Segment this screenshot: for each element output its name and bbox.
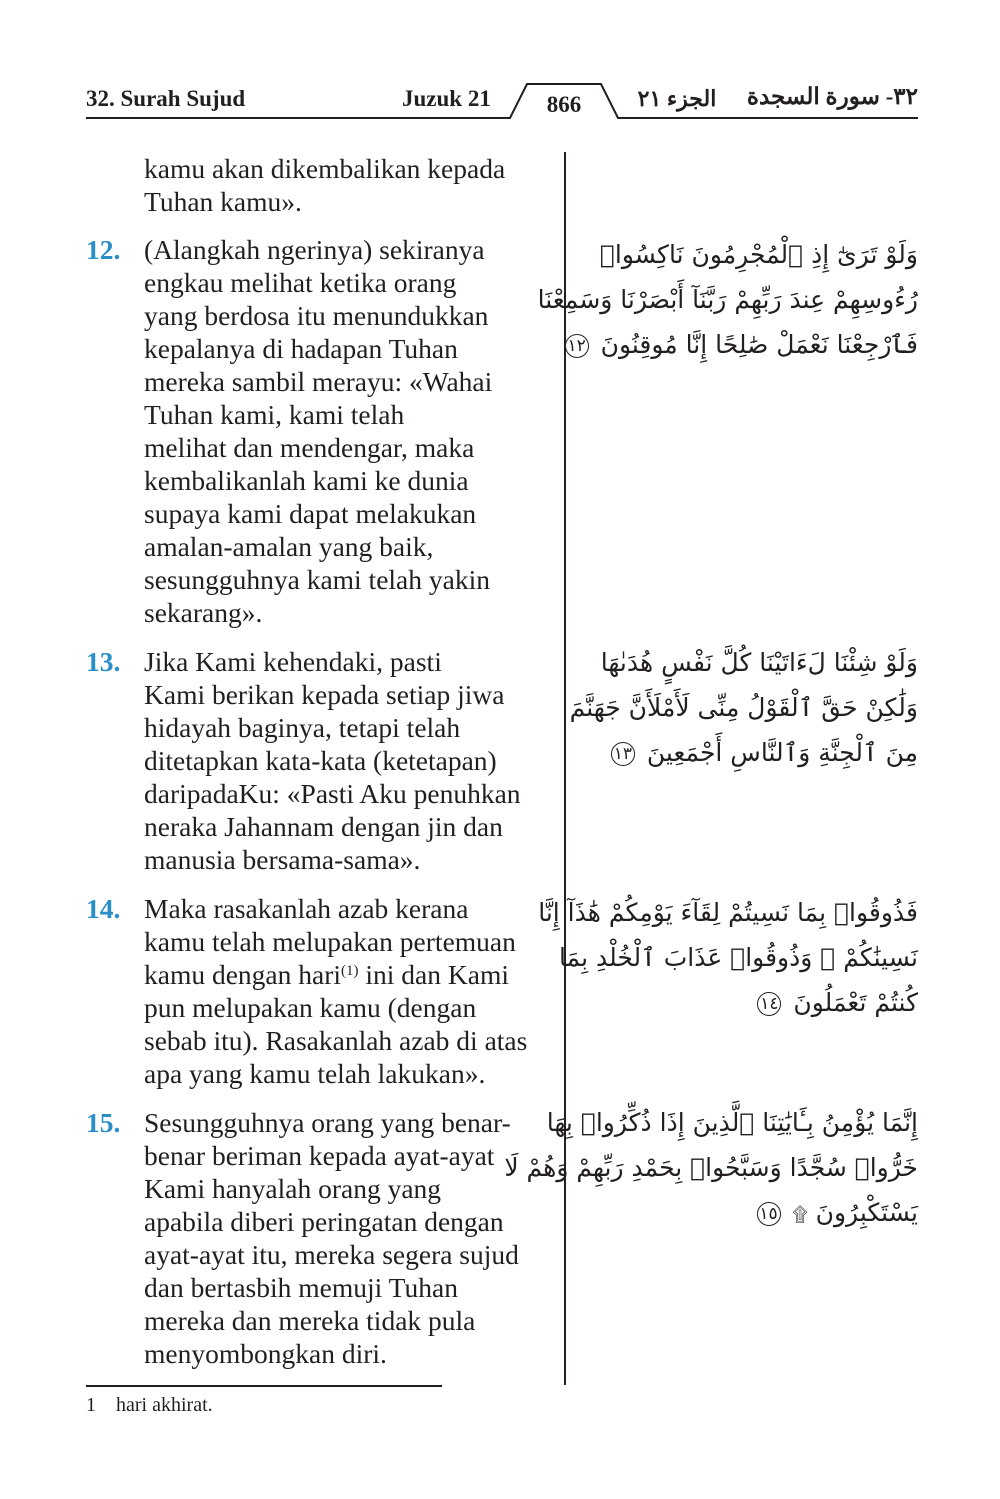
ayah-end-marker: ١٢ — [565, 334, 589, 358]
arabic-line-text: يَسْتَكْبِرُونَ — [815, 1198, 918, 1227]
footnote — [86, 1394, 213, 1417]
header-rule — [0, 0, 1000, 140]
page-number: 866 — [546, 92, 582, 117]
arabic-line — [592, 730, 918, 775]
arabic-line — [567, 322, 918, 367]
juz-label-arabic: الجزء ٢١ — [637, 86, 717, 111]
footnote-text: hari akhirat. — [116, 1394, 213, 1416]
arabic-line: رُءُوسِهِمْ عِندَ رَبِّهِمْ رَبَّنَآ أَبْصَرْنَا وَسَمِعْنَا — [537, 285, 918, 314]
verse-translation-part: Maka rasakanlah azab kerana kamu telah melupakan pertemuan kamu dengan hari — [144, 893, 516, 990]
arabic-line-text: فَٱرْجِعْنَا نَعْمَلْ صَٰلِحًا إِنَّا مُوقِنُونَ — [600, 330, 918, 359]
sajdah-marker-icon: ۩ — [792, 1201, 808, 1226]
verse-translation: Jika Kami kehendaki, pasti Kami berikan kepada setiap jiwa hidayah baginya, tetapi telah ditetapkan kata-kata (ketetapan) daripadaKu: «Pasti Aku penuhkan neraka Jahannam dengan jin dan manusia bersama-sama». — [144, 646, 521, 875]
arabic-line: خَرُّوا۟ سُجَّدًا وَسَبَّحُوا۟ بِحَمْدِ رَبِّهِمْ وَهُمْ لَا — [504, 1153, 918, 1182]
arabic-line-text: كُنتُمْ تَعْمَلُونَ — [793, 988, 918, 1017]
verse-number: 12. — [86, 234, 121, 265]
verse-14-translation-block — [86, 892, 556, 1090]
verse-12-arabic-block — [537, 232, 918, 367]
verse-number: 15. — [86, 1107, 121, 1138]
page-header — [0, 0, 1000, 140]
verse-translation: (Alangkah ngerinya) sekiranya engkau melihat ketika orang yang berdosa itu menundukkan kepalanya di hadapan Tuhan mereka sambil merayu: «Wahai Tuhan kami, kami telah melihat dan mendengar, maka kembalikanlah kami ke dunia supaya kami dapat melakukan amalan-amalan yang baik, sesungguhnya kami telah yakin sekarang». — [144, 234, 493, 628]
verse-14-arabic-block — [538, 890, 918, 1025]
arabic-line: إِنَّمَا يُؤْمِنُ بِـَٔايَٰتِنَا ٱلَّذِينَ إِذَا ذُكِّرُوا۟ بِهَا — [546, 1108, 918, 1137]
arabic-line-text: مِنَ ٱلْجِنَّةِ وَٱلنَّاسِ أَجْمَعِينَ — [646, 738, 918, 767]
ayah-end-marker: ١٣ — [611, 742, 635, 766]
verse-12-translation-block — [86, 233, 556, 629]
continuation-text — [86, 152, 556, 218]
arabic-line: وَلَٰكِنْ حَقَّ ٱلْقَوْلُ مِنِّى لَأَمْلَأَنَّ جَهَنَّمَ — [569, 693, 918, 722]
continuation-translation: kamu akan dikembalikan kepada Tuhan kamu». — [144, 153, 506, 217]
arabic-line: وَلَوْ شِئْنَا لَءَاتَيْنَا كُلَّ نَفْسٍ هُدَىٰهَا — [600, 648, 918, 677]
verse-translation — [144, 892, 556, 1090]
juzuk-label-latin: Juzuk 21 — [402, 86, 491, 111]
footnote-reference[interactable]: (1) — [341, 963, 359, 979]
arabic-line: وَلَوْ تَرَىٰٓ إِذِ ٱلْمُجْرِمُونَ نَاكِسُوا۟ — [599, 240, 918, 269]
verse-13-translation-block — [86, 645, 556, 876]
verse-number: 13. — [86, 646, 121, 677]
verse-15-arabic-block — [504, 1100, 918, 1237]
footnote-rule — [86, 1385, 442, 1387]
verse-13-arabic-block — [569, 640, 918, 775]
arabic-line — [592, 1190, 918, 1237]
arabic-line — [592, 980, 918, 1025]
verse-15-translation-block — [86, 1106, 556, 1370]
surah-title-arabic: ٣٢- سورة السجدة — [746, 84, 918, 109]
surah-title-latin: 32. Surah Sujud — [86, 86, 246, 111]
footnote-number: 1 — [86, 1394, 96, 1416]
verse-number: 14. — [86, 893, 121, 924]
verse-translation: Sesungguhnya orang yang benar- benar beriman kepada ayat-ayat Kami hanyalah orang yang apabila diberi peringatan dengan ayat-ayat itu, mereka segera sujud dan bertasbih memuji Tuhan mereka dan mereka tidak pula menyombongkan diri. — [144, 1107, 519, 1369]
arabic-line: نَسِينَٰكُمْ ۖ وَذُوقُوا۟ عَذَابَ ٱلْخُلْدِ بِمَا — [559, 943, 918, 972]
ayah-end-marker: ١٤ — [757, 992, 781, 1016]
arabic-line: فَذُوقُوا۟ بِمَا نَسِيتُمْ لِقَآءَ يَوْمِكُمْ هَٰذَآ إِنَّا — [538, 898, 918, 927]
ayah-end-marker: ١٥ — [757, 1202, 781, 1226]
verse-translation-part: ini dan Kami pun melupakan kamu (dengan sebab itu). Rasakanlah azab di atas apa yang kamu telah lakukan». — [144, 959, 528, 1089]
